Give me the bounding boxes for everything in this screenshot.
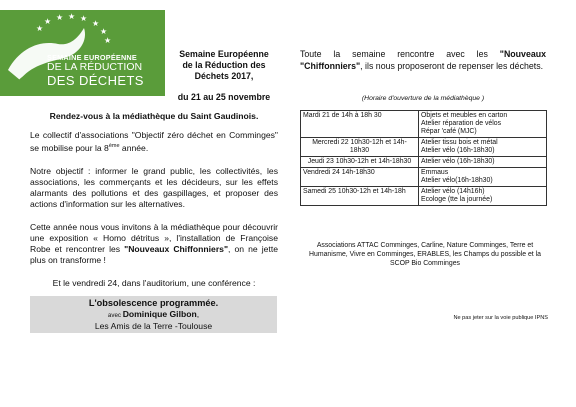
conference-avec: avec xyxy=(107,312,123,319)
svg-text:★: ★ xyxy=(80,14,88,23)
schedule-when: Vendredi 24 14h-18h30 xyxy=(301,168,419,187)
right-intro-end: , ils nous proposeront de repenser les déchets. xyxy=(360,61,544,71)
stars-icon xyxy=(36,12,111,45)
right-intro-text: Toute la semaine rencontre avec les xyxy=(300,49,500,59)
collectif-paragraph xyxy=(30,130,278,154)
schedule-what: Atelier tissu bois et métal Atelier vélo (16h-18h30) xyxy=(419,138,547,157)
svg-text:★: ★ xyxy=(92,19,100,28)
schedule-when: Mardi 21 de 14h à 18h 30 xyxy=(301,111,419,138)
svg-text:★: ★ xyxy=(44,17,52,26)
schedule-when: Jeudi 23 10h30-12h et 14h-18h30 xyxy=(301,157,419,168)
conference-org: Les Amis de la Terre -Toulouse xyxy=(94,321,213,331)
conference-box xyxy=(30,296,277,333)
svg-text:★: ★ xyxy=(100,27,108,36)
ne-pas-jeter-notice: Ne pas jeter sur la voie publique IPNS xyxy=(453,315,548,321)
schedule-when: Mercredi 22 10h30-12h et 14h-18h30 xyxy=(301,138,419,157)
invitation-text: Cette année nous vous invitons à la médiathèque pour découvrir une exposition « Homo détritus », l'installation de Françoise Robe et rencontrer les xyxy=(30,222,278,254)
logo-line-2: DE LA RÉDUCTION xyxy=(47,61,143,74)
collectif-text: Le collectif d'associations "Objectif zéro déchet en Comminges" se mobilise pour la 8 xyxy=(30,130,278,153)
logo-line-3: DES DÉCHETS xyxy=(47,72,144,88)
right-intro-paragraph xyxy=(300,48,546,72)
conference-speaker: Dominique Gilbon xyxy=(122,309,197,319)
invitation-end: , on ne jette plus on transforme ! xyxy=(30,244,278,265)
schedule-when: Samedi 25 10h30-12h et 14h-18h xyxy=(301,187,419,206)
rendez-vous-text: Rendez-vous à la médiathèque du Saint Gaudinois. xyxy=(49,111,259,121)
event-logo xyxy=(0,10,165,96)
logo-line-1: SEMAINE EUROPÉENNE xyxy=(47,53,137,62)
logo-text xyxy=(47,54,144,87)
table-row xyxy=(301,157,547,168)
table-row xyxy=(301,168,547,187)
event-dates: du 21 au 25 novembre xyxy=(177,92,271,102)
conference-comma: , xyxy=(196,309,200,319)
schedule-what: Emmaus Atelier vélo(16h-18h30) xyxy=(419,168,547,187)
svg-text:★: ★ xyxy=(56,13,64,22)
collectif-end: année. xyxy=(119,142,149,153)
conference-title: L'obsolescence programmée. xyxy=(88,298,219,308)
collectif-ordinal: ème xyxy=(108,143,120,149)
schedule-table xyxy=(300,110,547,206)
svg-text:★: ★ xyxy=(68,12,76,21)
event-title xyxy=(170,49,278,82)
title-line-3: Déchets 2017, xyxy=(194,71,254,81)
schedule-what: Atelier vélo (16h-18h30) xyxy=(419,157,547,168)
schedule-what: Objets et meubles en carton Atelier réparation de vélos Répar 'café (MJC) xyxy=(419,111,547,138)
schedule-caption: (Horaire d'ouverture de la médiathèque ) xyxy=(361,95,485,102)
conference-intro: Et le vendredi 24, dans l'auditorium, une conférence : xyxy=(52,278,256,288)
conference-speaker-line xyxy=(30,309,277,321)
table-row xyxy=(301,111,547,138)
title-line-2: de la Réduction des xyxy=(182,60,266,70)
table-row xyxy=(301,187,547,206)
objectif-paragraph: Notre objectif : informer le grand public, les collectivités, les associations, les commerçants et les décideurs, sur les effets alarmants des pollutions et des gaspillages, et proposer des actions d'information sur les alternatives. xyxy=(30,166,278,209)
svg-text:★: ★ xyxy=(36,24,44,33)
title-line-1: Semaine Européenne xyxy=(179,49,269,59)
svg-text:★: ★ xyxy=(104,36,112,45)
table-row xyxy=(301,138,547,157)
associations-list: Associations ATTAC Comminges, Carline, Nature Comminges, Terre et Humanisme, Vivre en Comminges, ERABLES, les Champs du possible et la SCOP Bio Comminges xyxy=(309,242,541,267)
right-intro-highlight: "Nouveaux "Chiffonniers" xyxy=(300,49,546,71)
invitation-paragraph xyxy=(30,222,278,266)
schedule-what: Atelier vélo (14h16h) Ecologe (tte la journée) xyxy=(419,187,547,206)
invitation-highlight: "Nouveaux Chiffonniers" xyxy=(124,244,229,254)
